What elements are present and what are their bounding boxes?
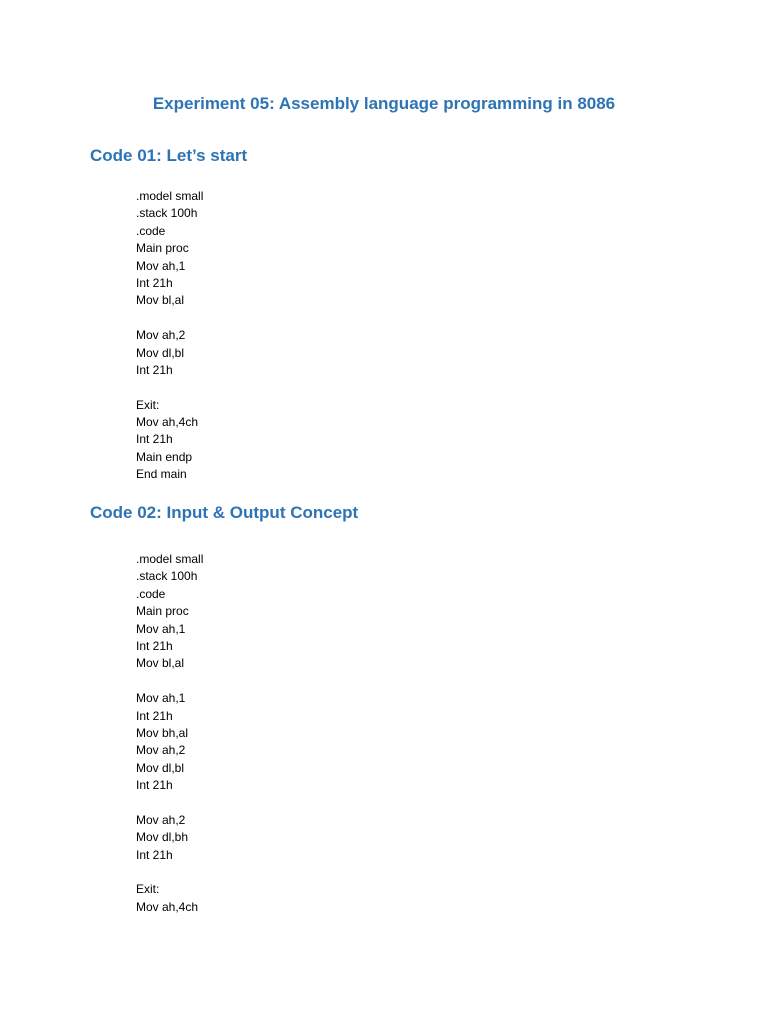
code-line: Int 21h — [136, 638, 173, 653]
code-line: Mov ah,2 — [136, 812, 186, 827]
blank-line — [136, 673, 203, 690]
code-line: Mov ah,2 — [136, 328, 186, 343]
blank-line — [136, 379, 203, 396]
code-line: Exit: — [136, 882, 160, 897]
code-line: Int 21h — [136, 778, 173, 793]
code-line: Main endp — [136, 449, 193, 464]
section-heading-code-02: Code 02: Input & Output Concept — [90, 503, 359, 522]
code-line: .model small — [136, 552, 204, 566]
code-line: Mov ah,4ch — [136, 899, 199, 914]
blank-line — [136, 794, 203, 811]
code-line: Mov ah,1 — [136, 258, 186, 273]
code-line: .code — [136, 586, 166, 601]
code-line: Mov bh,al — [136, 725, 189, 740]
code-line: Int 21h — [136, 847, 173, 862]
code-line: Int 21h — [136, 708, 173, 723]
code-line: Mov bl,al — [136, 293, 185, 308]
code-line: Main proc — [136, 241, 189, 256]
document-title: Experiment 05: Assembly language programming in 8086 — [152, 94, 616, 113]
blank-line — [136, 310, 203, 327]
code-line: Mov ah,4ch — [136, 415, 199, 430]
code-listing-code-01 — [136, 188, 203, 484]
code-line: Mov ah,2 — [136, 743, 186, 758]
code-line: .stack 100h — [136, 206, 198, 221]
code-line: Mov dl,bh — [136, 830, 189, 845]
code-listing-code-02 — [136, 551, 203, 916]
code-line: .stack 100h — [136, 569, 198, 584]
code-line: Int 21h — [136, 275, 173, 290]
code-line: Mov dl,bl — [136, 760, 185, 775]
code-line: Mov ah,1 — [136, 691, 186, 706]
code-line: Mov dl,bl — [136, 345, 185, 360]
blank-line — [136, 864, 203, 881]
code-line: Int 21h — [136, 432, 173, 447]
code-line: .model small — [136, 189, 204, 203]
code-line: End main — [136, 467, 187, 482]
code-line: Main proc — [136, 604, 189, 619]
code-line: Int 21h — [136, 362, 173, 377]
section-heading-code-01: Code 01: Let’s start — [90, 146, 248, 165]
code-line: Exit: — [136, 397, 160, 412]
code-line: .code — [136, 223, 166, 238]
code-line: Mov ah,1 — [136, 621, 186, 636]
code-line: Mov bl,al — [136, 656, 185, 671]
